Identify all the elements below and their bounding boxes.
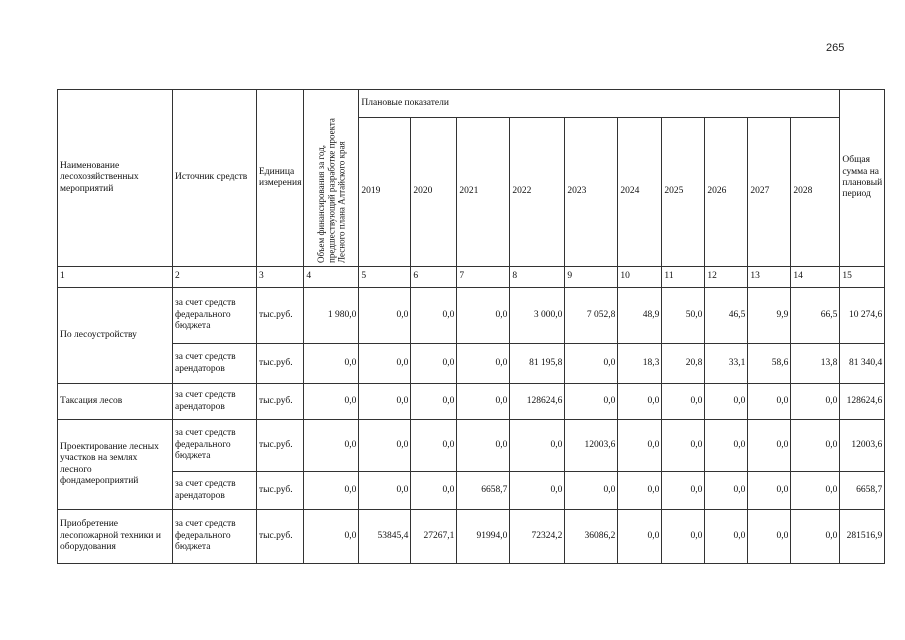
year-value-cell: 0,0 [457,384,510,420]
unit-cell: тыс.руб. [257,344,304,384]
funding-source: за счет средств федерального бюджета [173,510,257,564]
column-number: 2 [173,267,257,288]
forestry-financing-table [57,89,885,564]
year-value-cell: 0,0 [791,420,840,472]
year-value-cell: 0,0 [748,384,791,420]
header-year: 2028 [791,118,840,267]
column-number: 5 [359,267,411,288]
table-row [58,472,885,510]
year-value-cell: 0,0 [662,510,705,564]
funding-source: за счет средств федерального бюджета [173,420,257,472]
unit-cell: тыс.руб. [257,510,304,564]
header-year: 2023 [565,118,618,267]
year-value-cell: 6658,7 [457,472,510,510]
year-value-cell: 0,0 [618,384,662,420]
total-cell: 10 274,6 [840,288,885,344]
year-value-cell: 0,0 [662,420,705,472]
unit-cell: тыс.руб. [257,472,304,510]
year-value-cell: 0,0 [359,288,411,344]
table-row [58,344,885,384]
header-year: 2021 [457,118,510,267]
column-number: 4 [304,267,359,288]
column-number: 9 [565,267,618,288]
header-total: Общая сумма на плановый период [840,90,885,267]
year-value-cell: 27267,1 [411,510,457,564]
prior-volume-cell: 1 980,0 [304,288,359,344]
header-prior-volume [304,90,359,267]
header-prior-volume-text: Объем финансирования за год, предшествующий разработке проекта Лесного плана Алтайского края [315,118,347,263]
year-value-cell: 0,0 [705,384,748,420]
total-cell: 81 340,4 [840,344,885,384]
year-value-cell: 0,0 [457,344,510,384]
year-value-cell: 0,0 [457,420,510,472]
year-value-cell: 9,9 [748,288,791,344]
year-value-cell: 0,0 [791,510,840,564]
year-value-cell: 0,0 [411,472,457,510]
unit-cell: тыс.руб. [257,384,304,420]
prior-volume-cell: 0,0 [304,344,359,384]
year-value-cell: 0,0 [618,420,662,472]
header-year: 2027 [748,118,791,267]
total-cell: 12003,6 [840,420,885,472]
total-cell: 6658,7 [840,472,885,510]
column-number: 3 [257,267,304,288]
year-value-cell: 33,1 [705,344,748,384]
year-value-cell: 0,0 [510,472,565,510]
year-value-cell: 20,8 [662,344,705,384]
year-value-cell: 3 000,0 [510,288,565,344]
year-value-cell: 72324,2 [510,510,565,564]
header-year: 2026 [705,118,748,267]
year-value-cell: 0,0 [359,472,411,510]
activity-name: По лесоустройству [58,288,173,384]
year-value-cell: 0,0 [748,472,791,510]
year-value-cell: 0,0 [565,472,618,510]
table-row [58,288,885,344]
prior-volume-cell: 0,0 [304,472,359,510]
header-year: 2022 [510,118,565,267]
column-number: 1 [58,267,173,288]
header-year: 2019 [359,118,411,267]
year-value-cell: 0,0 [411,288,457,344]
year-value-cell: 13,8 [791,344,840,384]
year-value-cell: 0,0 [618,510,662,564]
header-year: 2024 [618,118,662,267]
table-row [58,420,885,472]
year-value-cell: 46,5 [705,288,748,344]
header-source: Источник средств [173,90,257,267]
funding-source: за счет средств арендаторов [173,384,257,420]
year-value-cell: 0,0 [411,384,457,420]
unit-cell: тыс.руб. [257,288,304,344]
column-number: 8 [510,267,565,288]
year-value-cell: 0,0 [411,344,457,384]
year-value-cell: 128624,6 [510,384,565,420]
table-row [58,384,885,420]
year-value-cell: 0,0 [565,344,618,384]
year-value-cell: 0,0 [618,472,662,510]
page-number: 265 [826,42,845,54]
prior-volume-cell: 0,0 [304,420,359,472]
prior-volume-cell: 0,0 [304,510,359,564]
year-value-cell: 0,0 [748,420,791,472]
column-number: 14 [791,267,840,288]
header-row-top [58,90,885,118]
year-value-cell: 0,0 [791,472,840,510]
total-cell: 128624,6 [840,384,885,420]
year-value-cell: 66,5 [791,288,840,344]
column-number: 12 [705,267,748,288]
year-value-cell: 58,6 [748,344,791,384]
year-value-cell: 53845,4 [359,510,411,564]
year-value-cell: 48,9 [618,288,662,344]
year-value-cell: 0,0 [705,420,748,472]
activity-name: Приобретение лесопожарной техники и оборудования [58,510,173,564]
funding-source: за счет средств арендаторов [173,344,257,384]
year-value-cell: 0,0 [705,472,748,510]
year-value-cell: 18,3 [618,344,662,384]
column-number: 13 [748,267,791,288]
prior-volume-cell: 0,0 [304,384,359,420]
year-value-cell: 0,0 [662,384,705,420]
year-value-cell: 0,0 [565,384,618,420]
year-value-cell: 0,0 [662,472,705,510]
year-value-cell: 0,0 [359,344,411,384]
year-value-cell: 0,0 [411,420,457,472]
column-number: 11 [662,267,705,288]
funding-source: за счет средств федерального бюджета [173,288,257,344]
year-value-cell: 0,0 [748,510,791,564]
header-activity: Наименование лесохозяйственных мероприятий [58,90,173,267]
year-value-cell: 0,0 [359,420,411,472]
year-value-cell: 0,0 [705,510,748,564]
column-number: 10 [618,267,662,288]
activity-name: Таксация лесов [58,384,173,420]
column-number-row [58,267,885,288]
year-value-cell: 0,0 [791,384,840,420]
column-number: 7 [457,267,510,288]
funding-source: за счет средств арендаторов [173,472,257,510]
column-number: 6 [411,267,457,288]
header-year: 2025 [662,118,705,267]
year-value-cell: 0,0 [510,420,565,472]
unit-cell: тыс.руб. [257,420,304,472]
year-value-cell: 12003,6 [565,420,618,472]
year-value-cell: 7 052,8 [565,288,618,344]
total-cell: 281516,9 [840,510,885,564]
year-value-cell: 91994,0 [457,510,510,564]
year-value-cell: 50,0 [662,288,705,344]
header-planned: Плановые показатели [359,90,840,118]
activity-name: Проектирование лесных участков на землях лесного фондамероприятий [58,420,173,510]
header-unit: Единица измерения [257,90,304,267]
year-value-cell: 36086,2 [565,510,618,564]
table-row [58,510,885,564]
column-number: 15 [840,267,885,288]
header-year: 2020 [411,118,457,267]
year-value-cell: 81 195,8 [510,344,565,384]
year-value-cell: 0,0 [457,288,510,344]
year-value-cell: 0,0 [359,384,411,420]
